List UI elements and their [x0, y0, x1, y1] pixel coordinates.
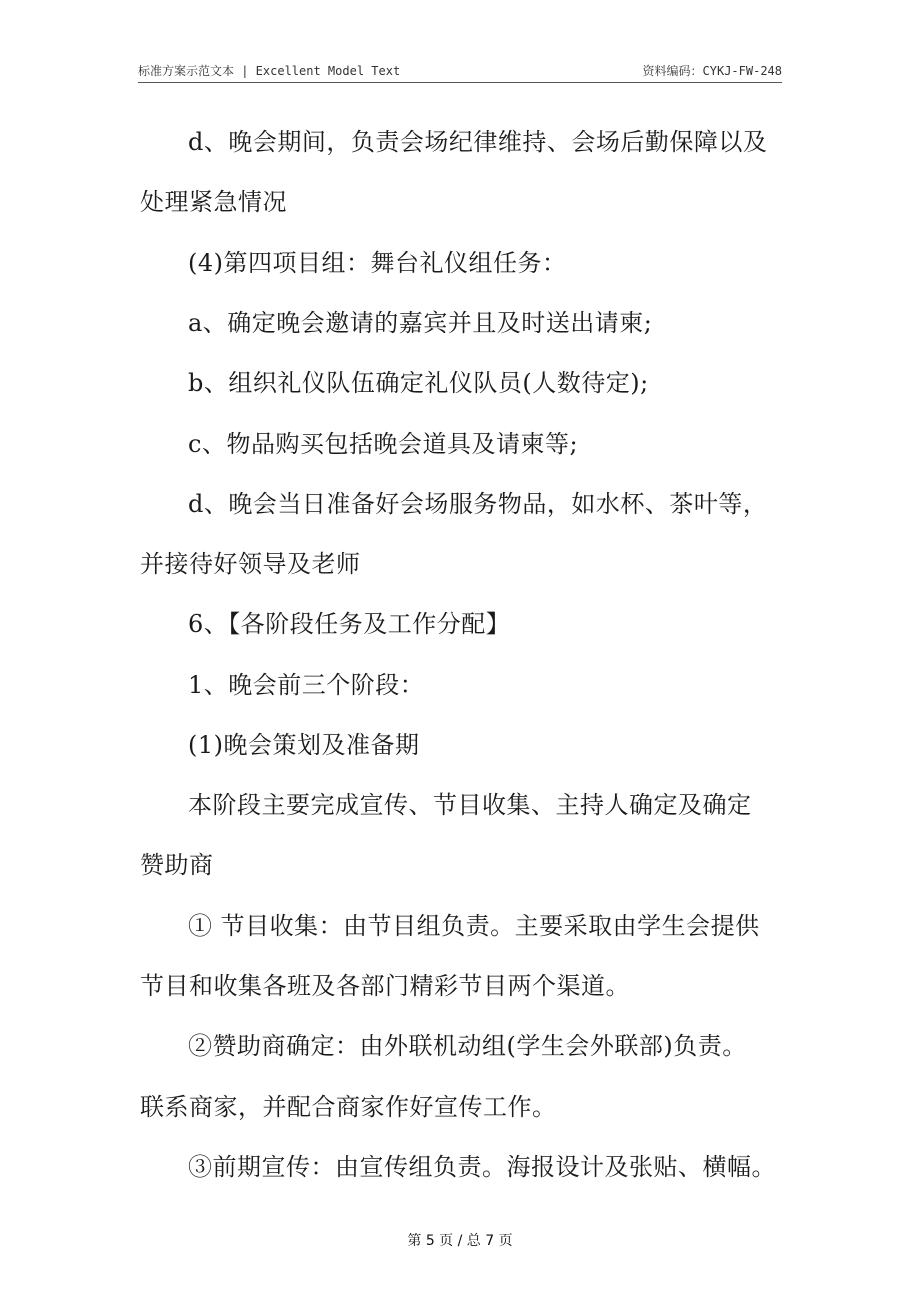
paragraph-line: ③前期宣传：由宣传组负责。海报设计及张贴、横幅。 — [188, 1153, 776, 1181]
paragraph-line: 处理紧急情况 — [140, 188, 287, 216]
paragraph-line: 节目和收集各班及各部门精彩节目两个渠道。 — [140, 972, 630, 1000]
page-number: 第 5 页 / 总 7 页 — [407, 1233, 513, 1249]
paragraph-line: 本阶段主要完成宣传、节目收集、主持人确定及确定 — [188, 791, 752, 819]
paragraph-line: 联系商家，并配合商家作好宣传工作。 — [140, 1093, 557, 1121]
paragraph-line: c、物品购买包括晚会道具及请柬等; — [188, 430, 579, 458]
paragraph-line: a、确定晚会邀请的嘉宾并且及时送出请柬; — [188, 309, 653, 337]
paragraph-line: d、晚会期间，负责会场纪律维持、会场后勤保障以及 — [188, 128, 768, 156]
document-code: 资料编码：CYKJ-FW-248 — [642, 64, 782, 78]
paragraph-line: ②赞助商确定：由外联机动组(学生会外联部)负责。 — [188, 1032, 747, 1060]
paragraph-line: ① 节目收集：由节目组负责。主要采取由学生会提供 — [188, 912, 760, 940]
paragraph-line: b、组织礼仪队伍确定礼仪队员(人数待定); — [188, 369, 649, 397]
paragraph-line: 赞助商 — [140, 851, 214, 879]
paragraph-line: 1、晚会前三个阶段： — [188, 671, 425, 699]
header-title: 标准方案示范文本 | Excellent Model Text — [138, 64, 401, 78]
paragraph-line: 并接待好领导及老师 — [140, 550, 361, 578]
section-heading: 6、【各阶段任务及工作分配】 — [188, 610, 511, 638]
paragraph-line: (1)晚会策划及准备期 — [188, 731, 420, 759]
paragraph-line: d、晚会当日准备好会场服务物品，如水杯、茶叶等， — [188, 490, 768, 518]
paragraph-line: (4)第四项目组：舞台礼仪组任务： — [188, 249, 567, 277]
